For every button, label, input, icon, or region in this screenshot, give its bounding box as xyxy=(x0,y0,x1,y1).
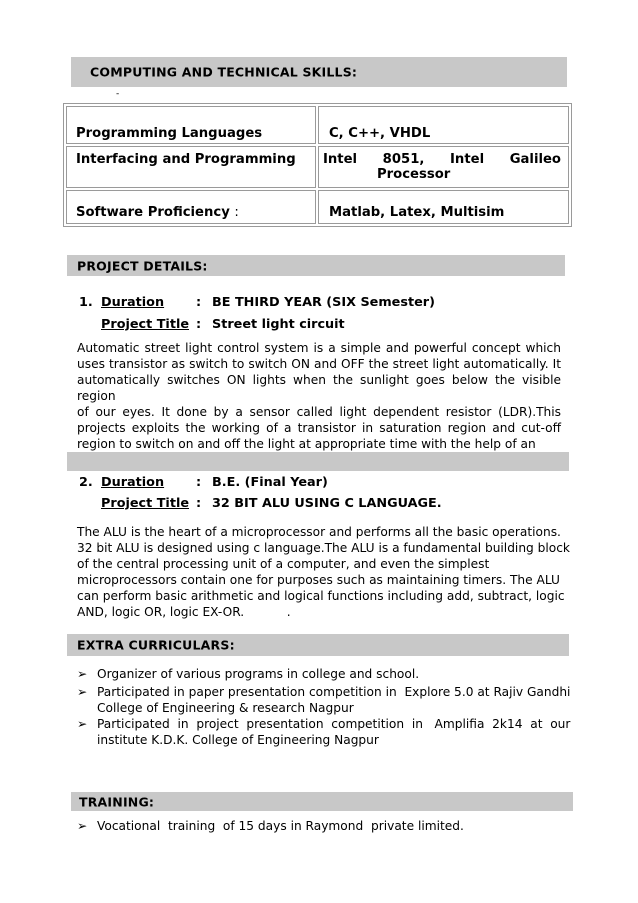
project-1-description: Automatic street light control system is a simple and powerful concept which uses transistor as switch to switch ON and OFF the street light automatically. It automatically switches ON lights when the sunlight goes below the visible region of our eyes. It done by a sensor called light dependent resistor (LDR).This projects exploits the working of a transistor in saturation region and cut-off region to switch on and off the light at appropriate time with the help of an xyxy=(77,341,561,451)
arrow-bullet-icon: ➢ xyxy=(77,685,88,699)
duration-label: Duration xyxy=(101,295,165,310)
project-2-description: The ALU is the heart of a microprocessor and performs all the basic operations. 32 bit ALU is designed using c language.The ALU is a fundamental building block of the central processing unit of a computer, and even the simplest microprocessors contain one for purposes such as maintaining timers. The ALU can perform basic arithmetic and logical functions including add, subtract, logic AND, logic OR, logic EX-OR. . xyxy=(77,525,570,619)
list-item: ➢ Organizer of various programs in college and school. xyxy=(77,667,420,681)
stray-dash-mark: - xyxy=(116,89,120,99)
extra-list xyxy=(77,666,571,748)
skills-row-programming xyxy=(66,106,569,144)
skills-section-header: COMPUTING AND TECHNICAL SKILLS: xyxy=(71,57,567,87)
skills-table xyxy=(63,103,572,227)
skills-label-programming: Programming Languages xyxy=(66,106,316,144)
skills-value-software: Matlab, Latex, Multisim xyxy=(318,190,569,224)
arrow-bullet-icon: ➢ xyxy=(77,717,88,731)
skills-label-interfacing: Interfacing and Programming xyxy=(66,146,316,188)
list-item: ➢ Participated in paper presentation competition in Explore 5.0 at Rajiv Gandhi College of Engineering & research Nagpur xyxy=(77,685,571,715)
training-list xyxy=(77,818,561,834)
extra-section-header: EXTRA CURRICULARS: xyxy=(67,634,569,656)
duration-label: Duration xyxy=(101,475,165,490)
arrow-bullet-icon: ➢ xyxy=(77,667,88,681)
project-title-label: Project Title xyxy=(101,496,190,511)
project-2-duration-line: 2. Duration : B.E. (Final Year) xyxy=(79,475,328,490)
list-item: ➢ Vocational training of 15 days in Raymond private limited. xyxy=(77,819,464,833)
training-section-header: TRAINING: xyxy=(71,792,573,811)
empty-section-bar xyxy=(67,452,569,471)
skills-row-interfacing xyxy=(66,146,569,188)
skills-value-programming: C, C++, VHDL xyxy=(318,106,569,144)
project-title-label: Project Title xyxy=(101,317,190,332)
skills-label-software: Software Proficiency : xyxy=(66,190,316,224)
project-section-header: PROJECT DETAILS: xyxy=(67,255,565,276)
arrow-bullet-icon: ➢ xyxy=(77,819,88,833)
list-item: ➢ Participated in project presentation competition in Amplifia 2k14 at our institute K.D.K. College of Engineering Nagpur xyxy=(77,717,571,747)
skills-row-software xyxy=(66,190,569,224)
project-1-duration-line: 1. Duration : BE THIRD YEAR (SIX Semester) xyxy=(79,295,435,310)
skills-value-interfacing: Intel 8051, Intel Galileo Processor xyxy=(318,146,569,188)
